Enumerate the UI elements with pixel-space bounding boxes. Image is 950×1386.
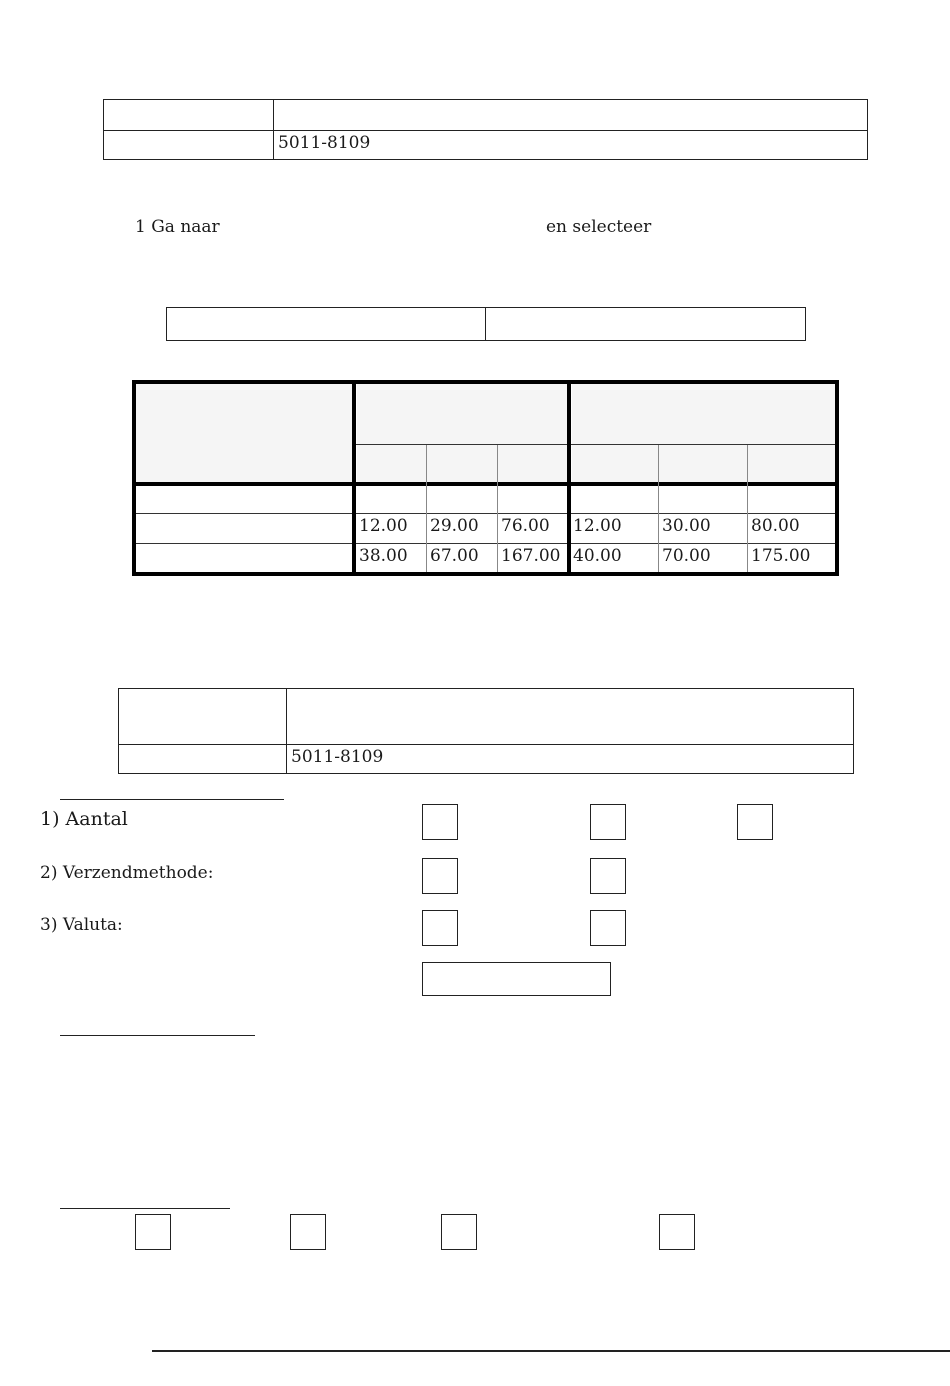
q2-option-2-checkbox[interactable] xyxy=(590,858,626,894)
order-number-value: 5011-8109 xyxy=(291,747,384,767)
price-cell: 80.00 xyxy=(751,516,800,536)
section-divider xyxy=(60,799,284,800)
q3-label: 3) Valuta: xyxy=(40,915,123,935)
instruction-step-text: 1 Ga naar xyxy=(135,217,220,237)
order-number-value: 5011-8109 xyxy=(278,133,371,153)
price-table xyxy=(132,380,839,576)
price-cell: 38.00 xyxy=(359,546,408,566)
footer-rule xyxy=(152,1350,950,1352)
other-currency-field[interactable] xyxy=(422,962,611,996)
section-divider xyxy=(60,1208,230,1209)
order-header-table-bottom xyxy=(118,688,854,774)
option-d-checkbox[interactable] xyxy=(659,1214,695,1250)
q2-option-1-checkbox[interactable] xyxy=(422,858,458,894)
q1-option-2-checkbox[interactable] xyxy=(590,804,626,840)
selector-field-right[interactable] xyxy=(485,307,806,341)
price-cell: 29.00 xyxy=(430,516,479,536)
price-cell: 70.00 xyxy=(662,546,711,566)
q1-label: 1) Aantal xyxy=(40,808,128,830)
q2-label: 2) Verzendmethode: xyxy=(40,863,214,883)
q3-option-2-checkbox[interactable] xyxy=(590,910,626,946)
q1-option-3-checkbox[interactable] xyxy=(737,804,773,840)
price-cell: 30.00 xyxy=(662,516,711,536)
price-cell: 40.00 xyxy=(573,546,622,566)
section-divider xyxy=(60,1035,255,1036)
price-cell: 175.00 xyxy=(751,546,811,566)
price-cell: 76.00 xyxy=(501,516,550,536)
price-cell: 12.00 xyxy=(573,516,622,536)
option-b-checkbox[interactable] xyxy=(290,1214,326,1250)
selector-field-left[interactable] xyxy=(166,307,487,341)
price-cell: 167.00 xyxy=(501,546,561,566)
option-c-checkbox[interactable] xyxy=(441,1214,477,1250)
price-cell: 67.00 xyxy=(430,546,479,566)
price-cell: 12.00 xyxy=(359,516,408,536)
order-header-table xyxy=(103,99,868,160)
q3-option-1-checkbox[interactable] xyxy=(422,910,458,946)
q1-option-1-checkbox[interactable] xyxy=(422,804,458,840)
instruction-select-text: en selecteer xyxy=(546,217,652,237)
option-a-checkbox[interactable] xyxy=(135,1214,171,1250)
